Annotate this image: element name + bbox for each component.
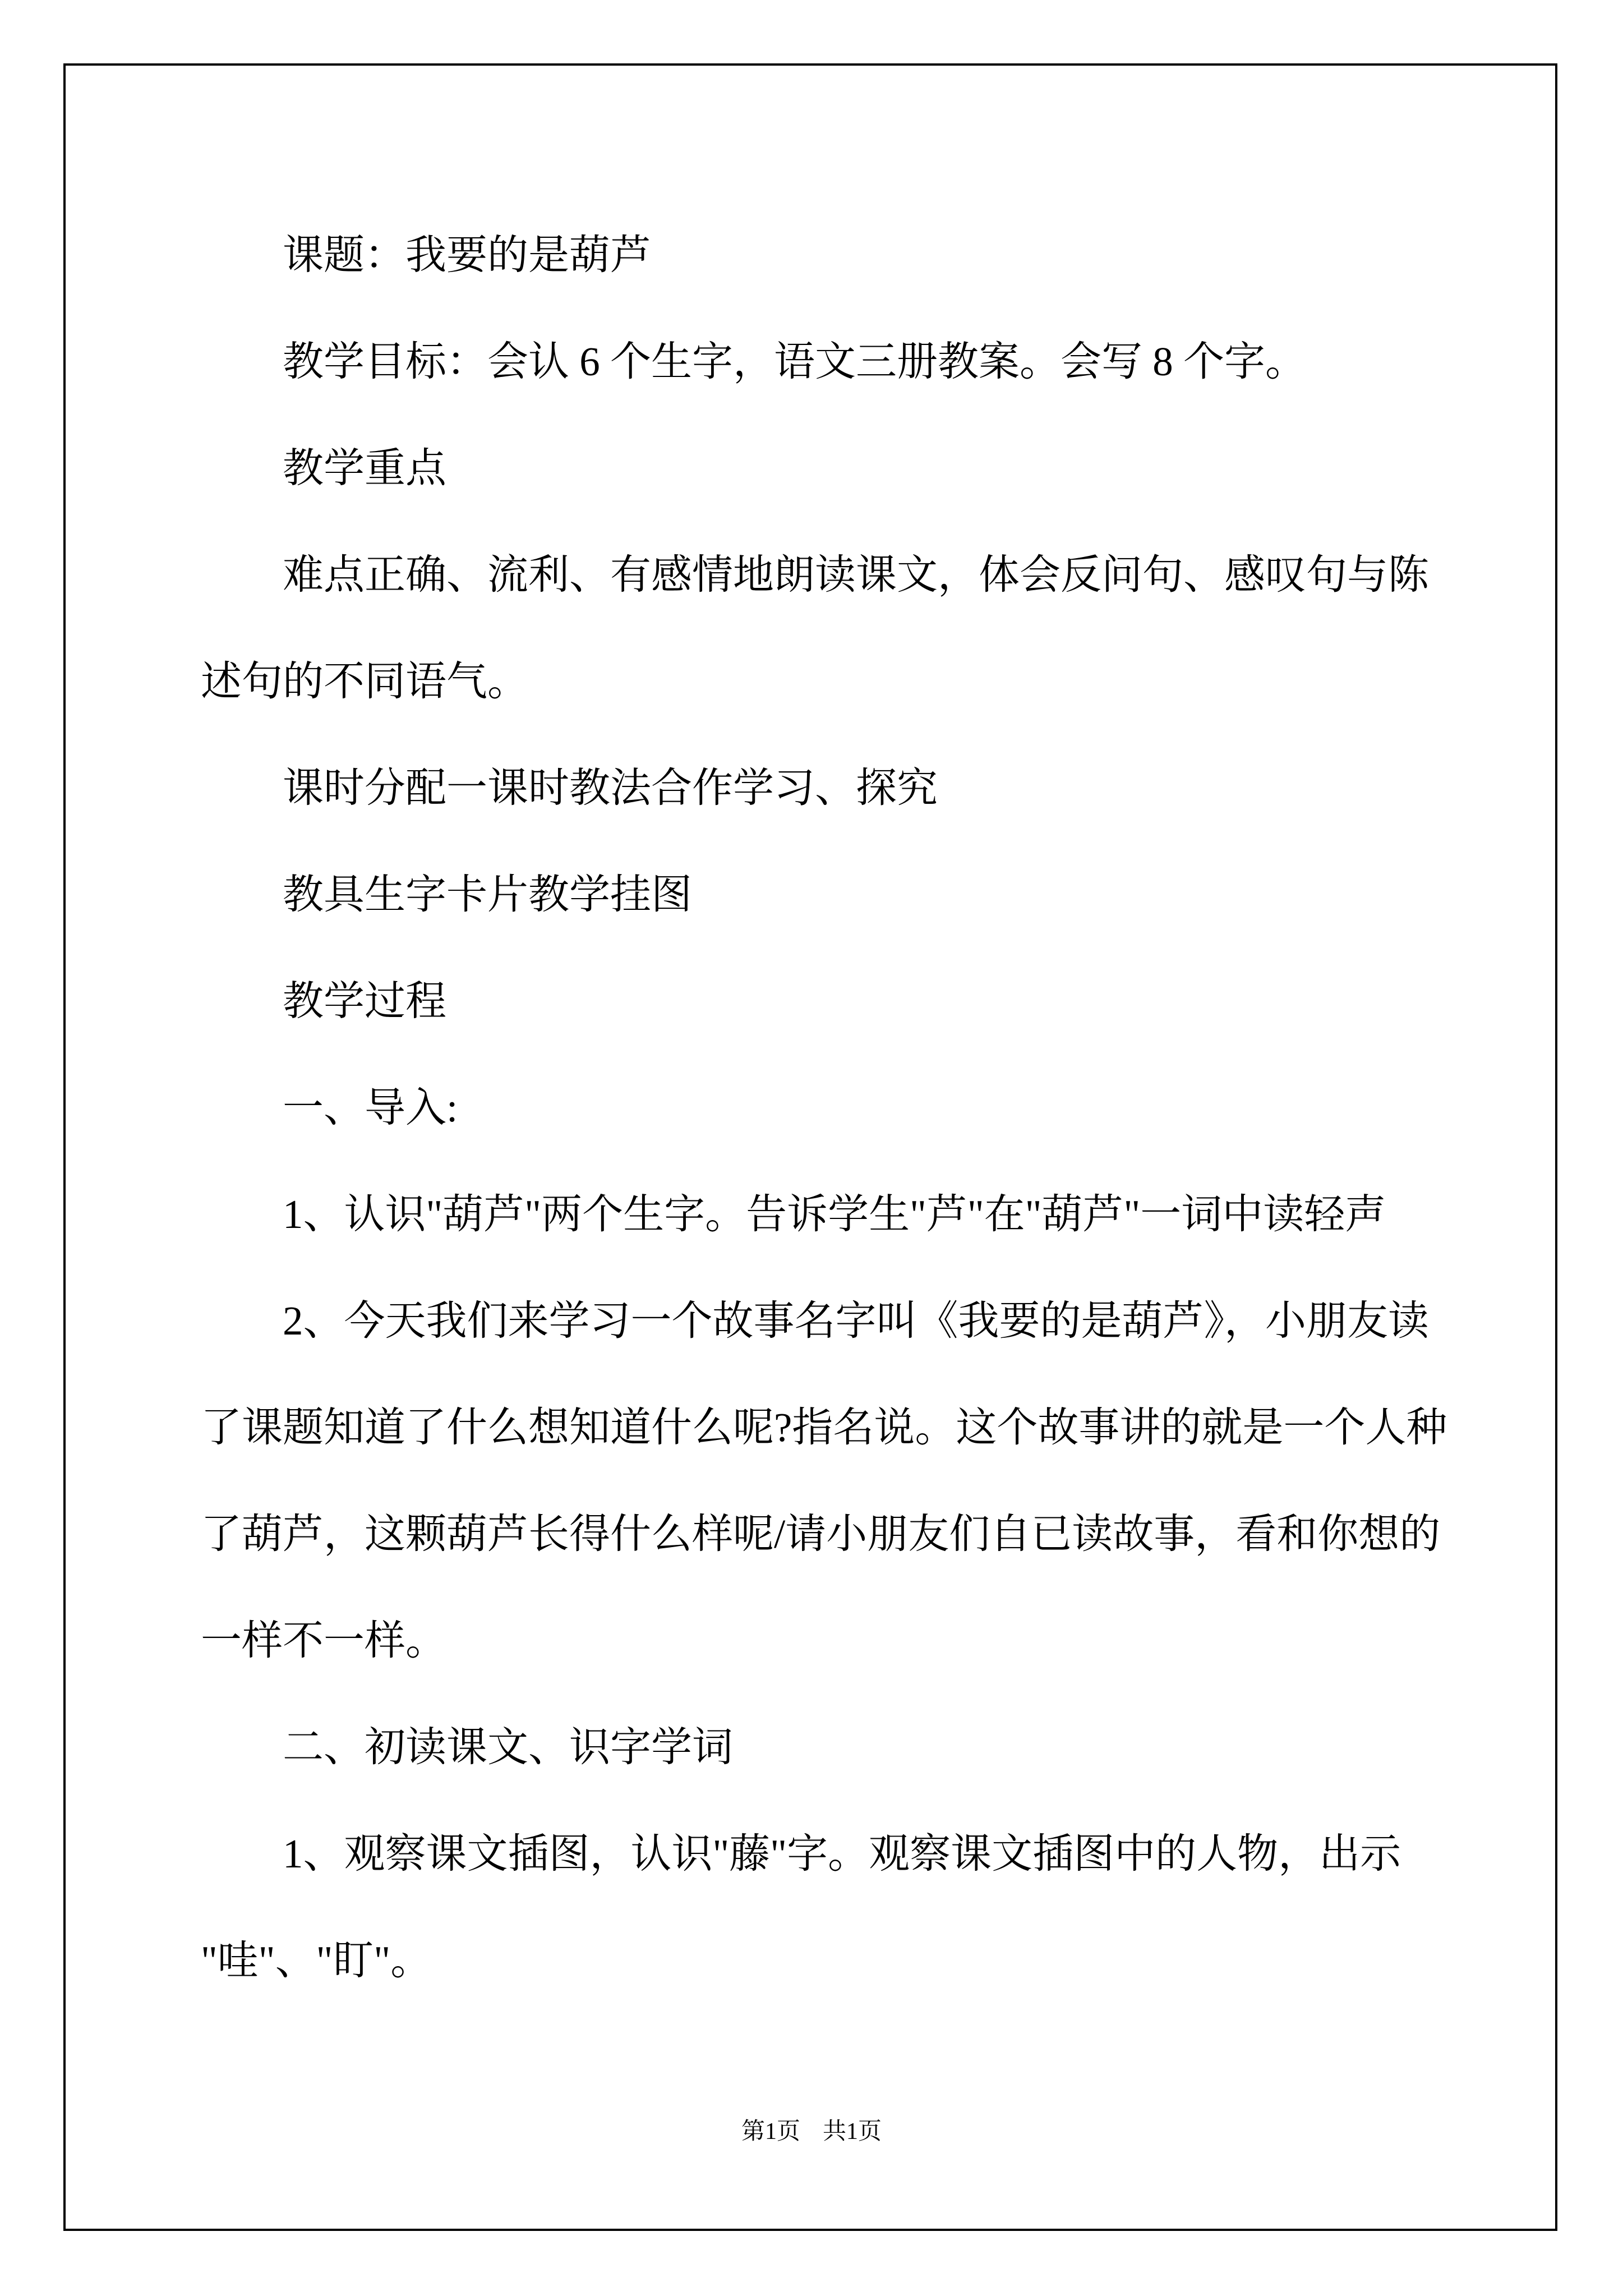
text-line: 述句的不同语气。	[201, 659, 528, 704]
text-line: 2、今天我们来学习一个故事名字叫《我要的是葫芦》，小朋友读	[283, 1298, 1429, 1343]
text-line: 课时分配一课时教法合作学习、探究	[283, 765, 938, 811]
text-line: 二、初读课文、识字学词	[283, 1724, 733, 1770]
text-line: 1、认识"葫芦"两个生字。告诉学生"芦"在"葫芦"一词中读轻声	[283, 1191, 1386, 1237]
text-line: 课题：我要的是葫芦	[283, 232, 651, 278]
text-line: 1、观察课文插图，认识"藤"字。观察课文插图中的人物，出示	[283, 1831, 1401, 1876]
text-line: "哇"、"盯"。	[201, 1938, 432, 1983]
text-line: 教学重点	[283, 445, 446, 491]
text-line: 了课题知道了什么想知道什么呢?指名说。这个故事讲的就是一个人种	[201, 1405, 1447, 1450]
page-footer	[0, 2114, 1623, 2150]
text-line: 一样不一样。	[201, 1618, 446, 1663]
text-line: 教学过程	[283, 978, 446, 1024]
document-body	[201, 202, 1447, 2014]
text-line: 难点正确、流利、有感情地朗读课文，体会反问句、感叹句与陈	[283, 552, 1429, 597]
text-line: 教具生字卡片教学挂图	[283, 872, 692, 917]
text-line: 一、导入:	[283, 1085, 458, 1130]
footer-page-number: 第1页	[741, 2119, 801, 2145]
text-line: 教学目标：会认 6 个生字，语文三册教案。会写 8 个字。	[283, 339, 1306, 384]
footer-total-pages: 共1页	[822, 2119, 882, 2145]
text-line: 了葫芦，这颗葫芦长得什么样呢/请小朋友们自已读故事，看和你想的	[201, 1511, 1441, 1557]
